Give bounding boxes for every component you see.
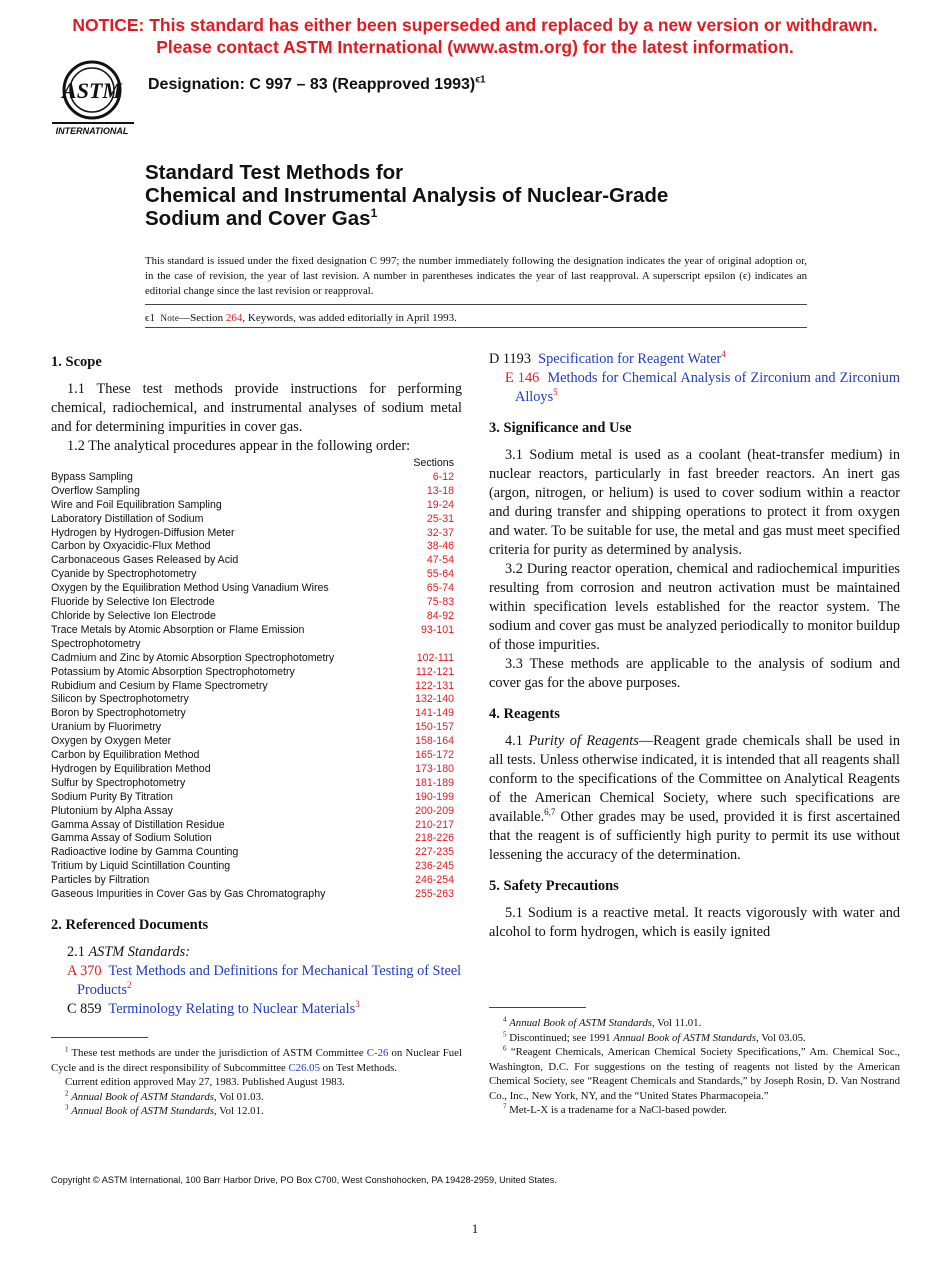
procedure-sections-link[interactable]: 32-37: [426, 526, 454, 539]
procedure-row: [51, 860, 462, 874]
procedure-sections-link[interactable]: 200-209: [415, 804, 454, 817]
scope-paragraph-1: 1.1 These test methods provide instructions for performing chemical, radiochemical, and instrumental analyses of sodium metal and for determining impurities in cover gas.: [51, 381, 462, 435]
procedure-label: Uranium by Fluorimetry: [51, 721, 162, 734]
procedure-sections-link[interactable]: 93-101: [421, 623, 454, 636]
procedure-sections-link: [394, 638, 462, 652]
procedure-row: [51, 554, 462, 568]
procedure-row: [51, 582, 462, 596]
significance-paragraph-2: 3.2 During reactor operation, chemical and radiochemical impurities resulting from corrosion and neutron activation must be maintained within specification levels established for the reactor system. The sodium and cover gas must be analyzed periodically to monitor buildup of those impurities.: [489, 561, 900, 653]
procedure-label: Rubidium and Cesium by Flame Spectrometry: [51, 679, 268, 692]
procedure-label: Fluoride by Selective Ion Electrode: [51, 596, 215, 609]
procedure-row: [51, 749, 462, 763]
procedure-label: Carbonaceous Gases Released by Acid: [51, 554, 239, 567]
withdrawal-notice: [0, 14, 950, 58]
procedure-label: Cyanide by Spectrophotometry: [51, 568, 197, 581]
procedure-row: [51, 707, 462, 721]
procedure-row: [51, 680, 462, 694]
procedure-row: [51, 610, 462, 624]
astm-logo: [50, 58, 136, 138]
ref-c859-title[interactable]: Terminology Relating to Nuclear Materials: [108, 1001, 356, 1017]
procedure-row: [51, 652, 462, 666]
document-title: [145, 161, 668, 230]
procedure-sections-link[interactable]: 227-235: [415, 846, 454, 859]
editorial-note: ϵ1 Note—Section 264, Keywords, was added editorially in April 1993.: [145, 312, 457, 324]
procedure-row: [51, 666, 462, 680]
procedure-label: Silicon by Spectrophotometry: [51, 693, 189, 706]
footnote-3: $^3$ Annual Book of ASTM Standards, Vol 12.01.: [65, 1103, 264, 1117]
procedure-row: [51, 596, 462, 610]
procedure-sections-link[interactable]: 65-74: [426, 582, 454, 595]
procedure-label: Laboratory Distillation of Sodium: [51, 512, 204, 525]
ref-a370-title[interactable]: Test Methods and Definitions for Mechanical Testing of Steel Products: [77, 963, 462, 998]
procedures-table: [51, 457, 462, 902]
procedure-sections-link[interactable]: 218-226: [415, 832, 454, 845]
procedure-label: Wire and Foil Equilibration Sampling: [51, 498, 222, 511]
procedure-sections-link[interactable]: 255-263: [415, 888, 454, 901]
procedure-sections-link[interactable]: 13-18: [426, 484, 454, 497]
footnote-rule: [489, 1007, 586, 1008]
procedure-row: [51, 874, 462, 888]
significance-paragraph-3: 3.3 These methods are applicable to the analysis of sodium and cover gas for the above purposes.: [489, 656, 900, 691]
procedure-label: Oxygen by the Equilibration Method Using Vanadium Wires: [51, 582, 329, 595]
ref-d1193: D 1193 Specification for Reagent Water$^4$: [489, 349, 726, 367]
footnote-2: $^2$ Annual Book of ASTM Standards, Vol 01.03.: [65, 1088, 264, 1103]
procedure-row: [51, 568, 462, 582]
procedure-label: Carbon by Oxyacidic-Flux Method: [51, 540, 211, 553]
procedure-sections-link[interactable]: 112-121: [415, 665, 454, 678]
right-column: [489, 349, 900, 942]
procedure-label: Boron by Spectrophotometry: [51, 707, 186, 720]
procedure-label: Oxygen by Oxygen Meter: [51, 735, 172, 748]
procedure-sections-link[interactable]: 210-217: [415, 818, 454, 831]
designation: [148, 76, 486, 94]
left-column: [51, 353, 462, 1019]
note-section-link[interactable]: 264: [225, 312, 243, 324]
procedure-label: Tritium by Liquid Scintillation Counting: [51, 860, 231, 873]
procedure-row: [51, 540, 462, 554]
safety-heading: 5. Safety Precautions: [489, 878, 619, 894]
footnote-6: $^6$ “Reagent Chemicals, American Chemical Society Specifications,” Am. Chemical Soc., Washington, D.C. For suggestions on the testing of reagents not listed by the American Chemical Society, see “Reagent Chemicals and Standards,” by Joseph Rosin, D. Van Nostrand Co., Inc., New York, NY, and the “United States Pharmacopeia.”: [489, 1044, 901, 1102]
footnote-7: $^7$ Met-L-X is a tradename for a NaCl-based powder.: [503, 1102, 727, 1116]
scope-paragraph-2: 1.2 The analytical procedures appear in the following order:: [67, 438, 411, 454]
procedure-sections-link[interactable]: 246-254: [415, 874, 454, 887]
logo-caption: INTERNATIONAL: [55, 126, 129, 136]
procedure-label: Particles by Filtration: [51, 874, 150, 887]
procedure-sections-link[interactable]: 158-164: [415, 735, 454, 748]
ref-e146-code[interactable]: E 146: [505, 370, 540, 386]
procedure-row: [51, 763, 462, 777]
procedure-label: Carbon by Equilibration Method: [51, 749, 200, 762]
footnotes-right: [489, 1016, 900, 1118]
designation-text: Designation: C 997 – 83 (Reapproved 1993): [148, 76, 476, 93]
procedure-sections-link[interactable]: 102-111: [416, 651, 454, 664]
procedure-row: [51, 693, 462, 707]
procedure-sections-link[interactable]: 236-245: [415, 860, 454, 873]
procedure-row: [51, 638, 462, 652]
procedure-sections-link[interactable]: 47-54: [426, 554, 454, 567]
procedure-sections-link[interactable]: 19-24: [426, 498, 454, 511]
procedure-label: Hydrogen by Hydrogen-Diffusion Meter: [51, 526, 235, 539]
procedure-sections-link[interactable]: 173-180: [415, 762, 454, 775]
procedure-label: Gamma Assay of Sodium Solution: [51, 832, 212, 845]
procedure-label: Bypass Sampling: [51, 470, 133, 483]
procedure-label: Cadmium and Zinc by Atomic Absorption Spectrophotometry: [51, 651, 335, 664]
procedure-row: [51, 888, 462, 902]
issuance-statement: This standard is issued under the fixed designation C 997; the number immediately following the designation indicates the year of original adoption or, in the case of revision, the year of last revision. A number in parentheses indicates the year of last reapproval. A superscript epsilon (ϵ) indicates an editorial change since the last revision or reapproval.: [145, 255, 807, 297]
footnote-4: $^4$ Annual Book of ASTM Standards, Vol 11.01.: [503, 1015, 702, 1029]
title-line-1: Standard Test Methods for: [145, 161, 404, 184]
committee-link[interactable]: C-26: [366, 1047, 389, 1059]
divider: [145, 327, 807, 328]
title-line-2: Chemical and Instrumental Analysis of Nuclear-Grade: [145, 184, 669, 207]
procedure-label: Hydrogen by Equilibration Method: [51, 762, 211, 775]
procedure-sections-link[interactable]: 75-83: [426, 596, 454, 609]
notice-line-2: Please contact ASTM International (www.astm.org) for the latest information.: [156, 37, 794, 57]
procedure-row: [51, 499, 462, 513]
procedure-sections-link[interactable]: 141-149: [415, 707, 454, 720]
procedure-row: [51, 471, 462, 485]
footnote-1: $^1$ These test methods are under the jurisdiction of ASTM Committee C-26 on Nuclear Fuel Cycle and is the direct responsibility of Subcommittee C26.05 on Test Methods.: [51, 1045, 462, 1074]
procedure-row: [51, 485, 462, 499]
procedure-label: Radioactive Iodine by Gamma Counting: [51, 846, 239, 859]
safety-paragraph-1: 5.1 Sodium is a reactive metal. It reacts vigorously with water and alcohol to form hydrogen, which is easily ignited: [489, 905, 900, 940]
procedure-sections-link[interactable]: 150-157: [415, 721, 454, 734]
procedure-label: Overflow Sampling: [51, 484, 140, 497]
sections-header: Sections: [413, 457, 454, 469]
ref-a370-code[interactable]: A 370: [67, 963, 102, 979]
significance-heading: 3. Significance and Use: [489, 420, 632, 436]
procedure-row: [51, 777, 462, 791]
page-number: 1: [471, 1221, 479, 1236]
astm-standards-label: 2.1 ASTM Standards:: [67, 944, 190, 960]
ref-d1193-title[interactable]: Specification for Reagent Water: [538, 351, 722, 367]
reagents-heading: 4. Reagents: [489, 706, 560, 722]
procedure-label: Chloride by Selective Ion Electrode: [51, 609, 216, 622]
procedure-sections-link[interactable]: 122-131: [415, 679, 454, 692]
procedure-row: [51, 819, 462, 833]
copyright-line: Copyright © ASTM International, 100 Barr Harbor Drive, PO Box C700, West Conshohocken, PA 19428-2959, United States.: [51, 1175, 557, 1185]
procedure-label: Gaseous Impurities in Cover Gas by Gas Chromatography: [51, 888, 326, 901]
procedure-row: [51, 805, 462, 819]
title-line-3: Sodium and Cover Gas$^1$: [145, 206, 378, 230]
procedure-row: [51, 624, 462, 638]
procedure-row: [51, 832, 462, 846]
procedure-label: Plutonium by Alpha Assay: [51, 804, 173, 817]
procedure-sections-link[interactable]: 6-12: [432, 470, 454, 483]
reagents-paragraph-1: 4.1 Purity of Reagents—Reagent grade chemicals shall be used in all tests. Unless otherwise indicated, it is intended that all reagents shall conform to the specifications of the Committee on Analytical Reagents of the American Chemical Society, where such specifications are available.$^{6,7}$ Other grades may be used, provided it is first ascertained that the reagent is of sufficiently high purity to permit its use without lessening the accuracy of the determination.: [489, 733, 900, 863]
footnote-5: $^5$ Discontinued; see 1991 Annual Book of ASTM Standards, Vol 03.05.: [503, 1029, 806, 1044]
procedure-label: Potassium by Atomic Absorption Spectrophotometry: [51, 665, 295, 678]
procedure-row: [51, 735, 462, 749]
procedure-sections-link[interactable]: 165-172: [415, 749, 454, 762]
procedure-label: Sulfur by Spectrophotometry: [51, 776, 186, 789]
divider: [145, 304, 807, 305]
logo-letters: ASTM: [62, 78, 122, 103]
ref-e146-title[interactable]: Methods for Chemical Analysis of Zirconium and Zirconium Alloys: [515, 370, 900, 405]
procedure-label: Gamma Assay of Distillation Residue: [51, 818, 225, 831]
procedure-sections-link[interactable]: 55-64: [426, 568, 454, 581]
designation-epsilon: ϵ1: [475, 74, 486, 86]
procedure-sections-link[interactable]: 190-199: [415, 790, 454, 803]
ref-c859: C 859 Terminology Relating to Nuclear Materials$^3$: [67, 999, 360, 1017]
procedure-row: [51, 846, 462, 860]
procedure-sections-link[interactable]: 38-46: [426, 540, 454, 553]
significance-paragraph-1: 3.1 Sodium metal is used as a coolant (heat-transfer medium) in nuclear reactors, particularly in fast breeder reactors. An inert gas (argon, nitrogen, or helium) is used to cover sodium within a reactor and during transfer and shipping operations to protect it from oxygen and water. To be suitable for use, the metal and gas must meet specified criteria for purity as determined by analysis.: [489, 447, 900, 558]
refdocs-heading: 2. Referenced Documents: [51, 917, 209, 933]
procedure-sections-link[interactable]: 132-140: [415, 693, 454, 706]
footnote-1b: Current edition approved May 27, 1983. Published August 1983.: [65, 1076, 345, 1088]
ref-a370: A 370 Test Methods and Definitions for Mechanical Testing of Steel Products$^2$: [67, 963, 462, 998]
procedure-label: Sodium Purity By Titration: [51, 790, 173, 803]
subcommittee-link[interactable]: C26.05: [288, 1061, 320, 1074]
procedure-row: [51, 527, 462, 541]
procedure-label: Trace Metals by Atomic Absorption or Flame Emission: [51, 623, 305, 636]
procedure-row: [51, 513, 462, 527]
procedure-sections-link[interactable]: 25-31: [426, 512, 454, 525]
procedure-sections-link[interactable]: 84-92: [426, 609, 454, 622]
footnotes-left: [51, 1046, 462, 1119]
procedure-row: [51, 721, 462, 735]
ref-e146: E 146 Methods for Chemical Analysis of Zirconium and Zirconium Alloys$^5$: [505, 370, 900, 405]
procedure-row: [51, 791, 462, 805]
notice-line-1: NOTICE: This standard has either been superseded and replaced by a new version or withdrawn.: [72, 15, 878, 35]
procedure-label: Spectrophotometry: [51, 637, 141, 650]
procedure-sections-link[interactable]: 181-189: [415, 776, 454, 789]
footnote-rule: [51, 1037, 148, 1038]
scope-heading: 1. Scope: [51, 354, 102, 370]
